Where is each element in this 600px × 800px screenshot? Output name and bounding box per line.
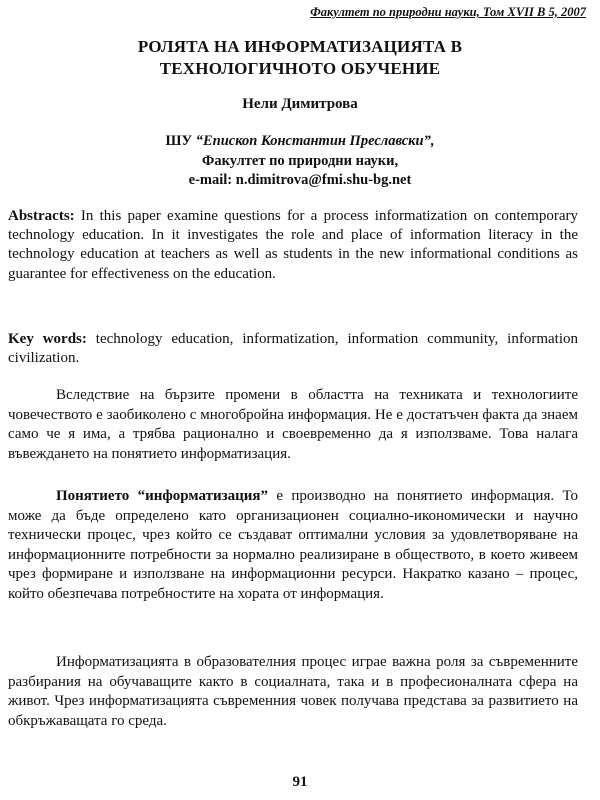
body-paragraph-2-text: е производно на понятието информация. То може да бъде определено като организационен социално-икономически и научно технически процес, чрез който се създават оптимални условия за удовлетворяване на информационните потребности за нормално реализиране в обществото, в което живеем чрез формиране и използване на информационни ресурси. Накратко казано – процес, който обезпечава потребностите на хората от информация. <box>8 488 578 602</box>
body-paragraph-1: Вследствие на бързите промени в областта на техниката и технологиите човечеството е заобиколено с многобройна информация. Не е достатъчен факта да знаем само че я има, а трябва рационално и своевременно да я използваме. Това налага въвеждането на понятието информатизация. <box>8 387 578 462</box>
running-header: Факултет по природни науки, Том XVII В 5, 2007 <box>310 5 586 19</box>
article-title-line-1: РОЛЯТА НА ИНФОРМАТИЗАЦИЯТА В <box>137 37 463 56</box>
affiliation-university-prefix: ШУ <box>165 133 196 149</box>
keywords-paragraph <box>8 330 578 368</box>
article-title-line-2: ТЕХНОЛОГИЧНОТО ОБУЧЕНИЕ <box>159 59 441 78</box>
body-paragraph-2-lead: Понятието “информатизация” <box>56 488 269 504</box>
affiliation-university-name: “Епископ Константин Преславски”, <box>195 133 435 149</box>
abstract-label: Abstracts: <box>8 208 75 224</box>
abstract-text: In this paper examine questions for a process informatization on contemporary technology education. In it investigates the role and place of information literacy in the technology education at teachers as well as students in the new informational conditions as guarantee for effectiveness on the education. <box>8 208 578 282</box>
body-paragraph-2 <box>8 487 578 605</box>
affiliation-email: e-mail: n.dimitrova@fmi.shu-bg.net <box>188 172 412 188</box>
author-affiliation <box>0 132 600 191</box>
affiliation-faculty: Факултет по природни науки, <box>201 152 399 169</box>
keywords-text: technology education, informatization, information community, information civilization. <box>8 331 578 367</box>
page-number: 91 <box>292 774 308 790</box>
body-paragraph-3: Информатизацията в образователния процес играе важна роля за съвременните разбирания на обучаващите както в социалната, така и в професионалната сфера на живот. Чрез информатизацията съвременния човек получава представа за развитието на обкръжаващата го среда. <box>8 654 578 729</box>
article-title <box>0 36 600 80</box>
abstract-paragraph <box>8 207 578 284</box>
affiliation-university <box>0 132 600 152</box>
author-name: Нели Димитрова <box>242 96 358 112</box>
keywords-label: Key words: <box>8 331 87 347</box>
